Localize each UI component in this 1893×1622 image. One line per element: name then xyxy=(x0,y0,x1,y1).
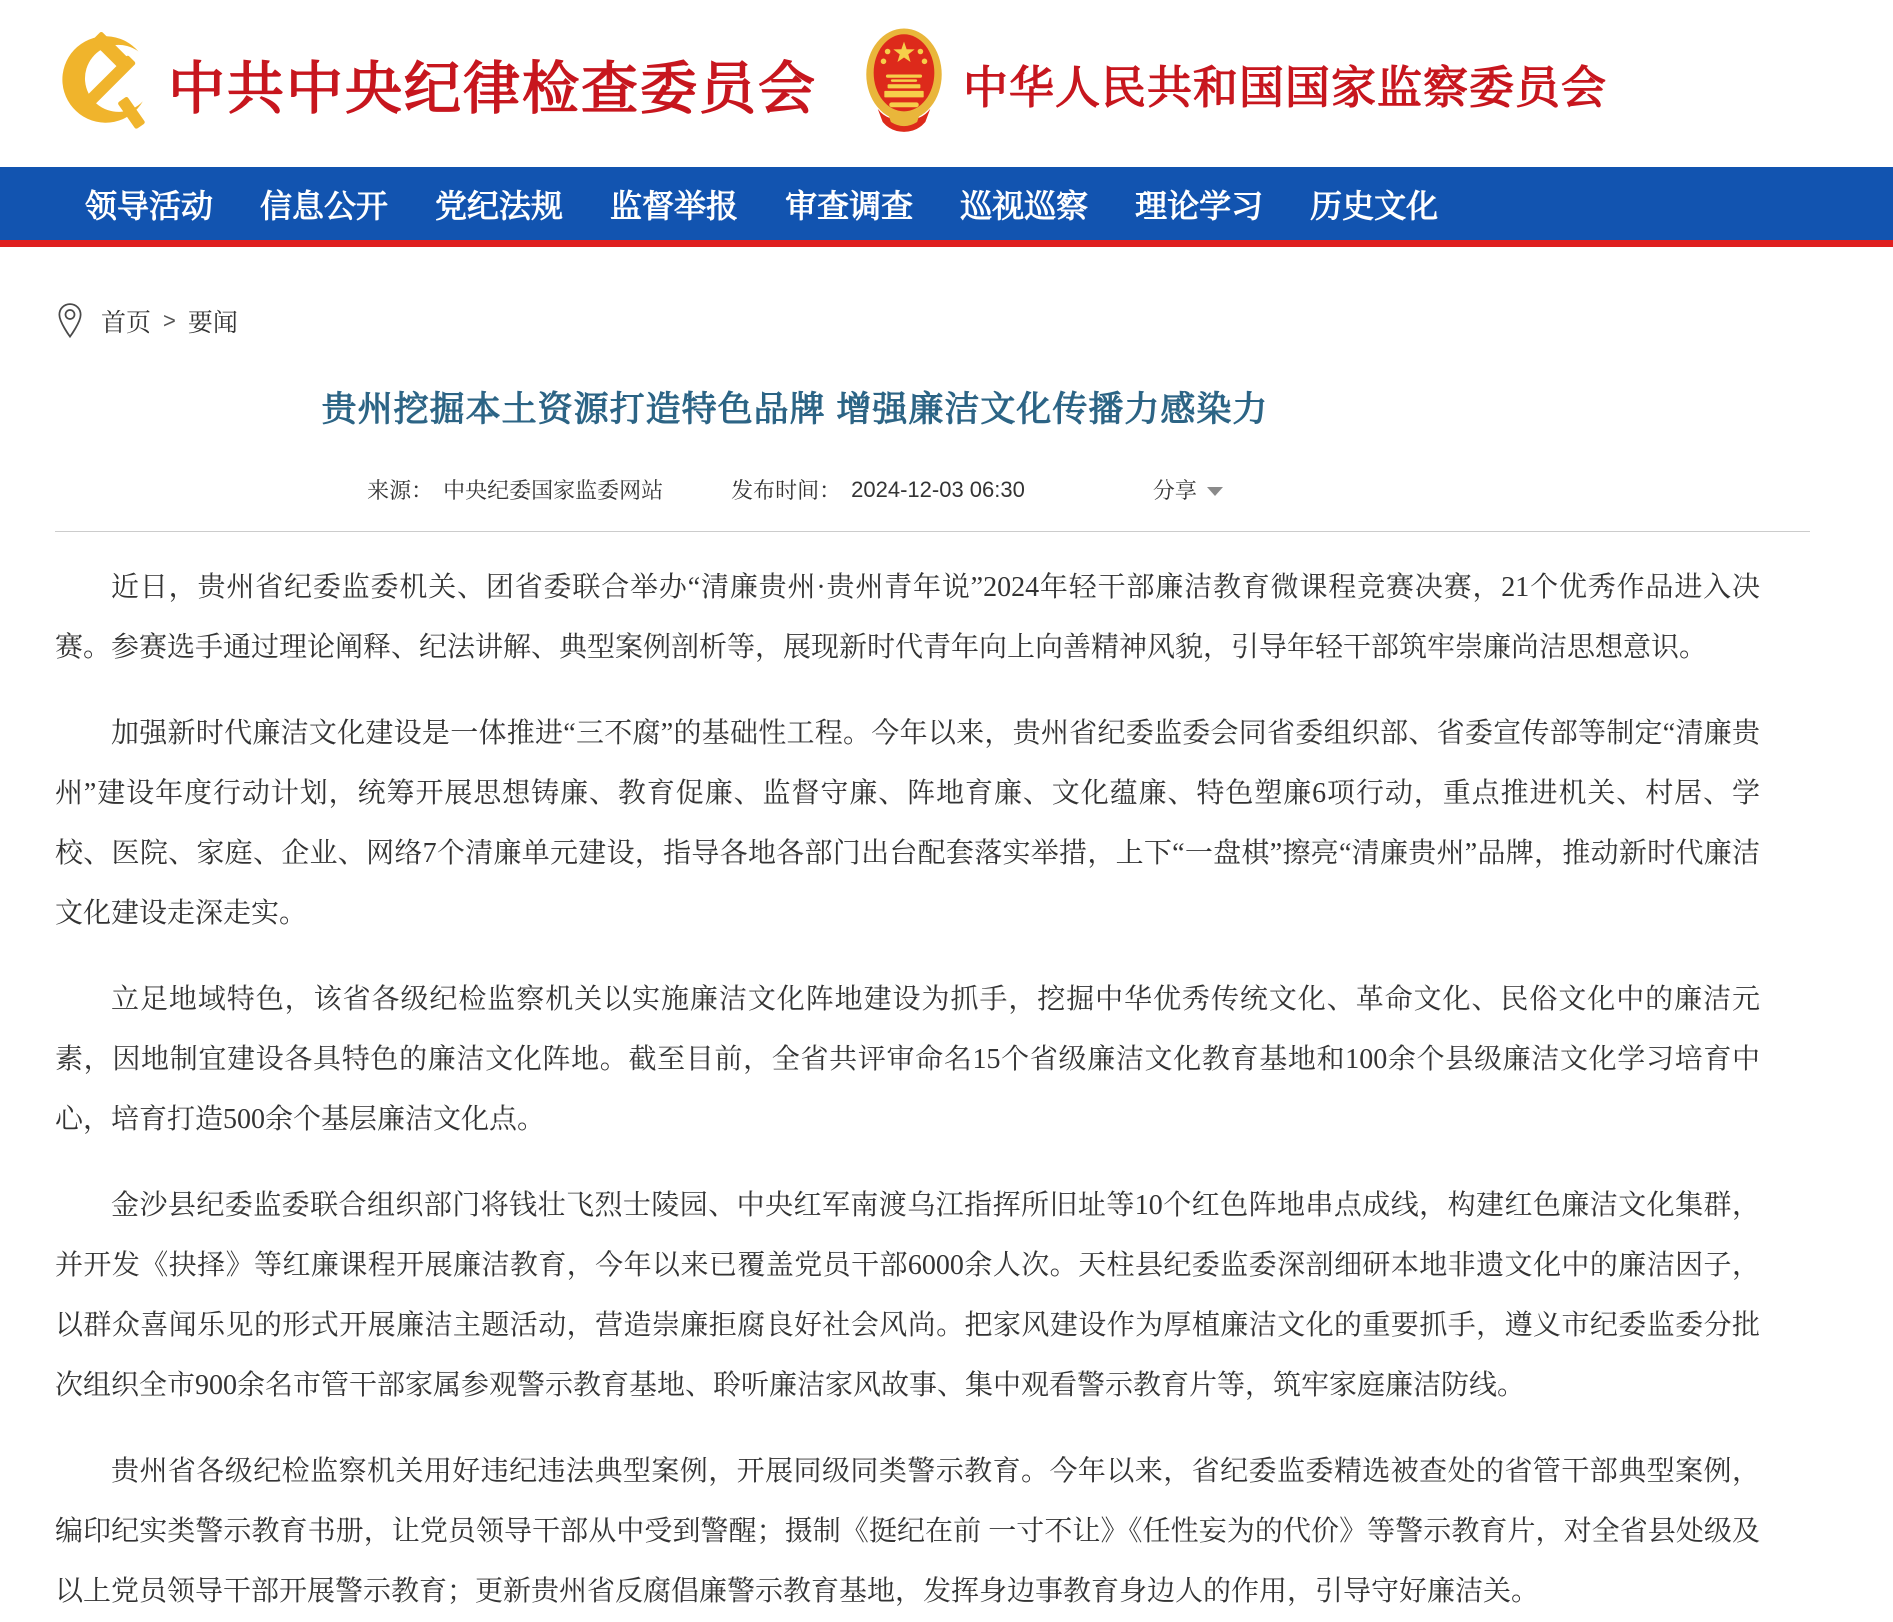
main-nav xyxy=(0,167,1893,240)
chevron-down-icon xyxy=(1207,487,1223,496)
party-emblem-icon xyxy=(50,28,158,140)
brand-nsc[interactable] xyxy=(863,23,1607,144)
breadcrumb-home-link[interactable]: 首页 xyxy=(101,309,152,337)
article-paragraph: 立足地域特色，该省各级纪检监察机关以实施廉洁文化阵地建设为抓手，挖掘中华优秀传统文化、革命文化、民俗文化中的廉洁元素，因地制宜建设各具特色的廉洁文化阵地。截至目前，全省共评审命名15个省级廉洁文化教育基地和100余个县级廉洁文化学习培育中心，培育打造500余个基层廉洁文化点。 xyxy=(55,984,1760,1135)
nav-item-theoretical-study[interactable]: 理论学习 xyxy=(1135,187,1264,224)
nav-item-leadership-activities[interactable]: 领导活动 xyxy=(85,187,214,224)
publish-time-value: 2024-12-03 06:30 xyxy=(851,476,1025,502)
source-label: 来源： xyxy=(367,478,434,503)
nav-item-review-investigation[interactable]: 审查调查 xyxy=(785,187,914,224)
share-button[interactable] xyxy=(1153,474,1223,505)
brand-title-nsc: 中华人民共和国国家监察委员会 xyxy=(963,63,1608,113)
share-label: 分享 xyxy=(1152,478,1197,503)
nav-item-party-discipline-regulations[interactable]: 党纪法规 xyxy=(435,187,564,224)
article-paragraph: 金沙县纪委监委联合组织部门将钱壮飞烈士陵园、中央红军南渡乌江指挥所旧址等10个红色阵地串点成线，构建红色廉洁文化集群，并开发《抉择》等红廉课程开展廉洁教育，今年以来已覆盖党员干部6000余人次。天柱县纪委监委深剖细研本地非遗文化中的廉洁因子，以群众喜闻乐见的形式开展廉洁主题活动，营造崇廉拒腐良好社会风尚。把家风建设作为厚植廉洁文化的重要抓手，遵义市纪委监委分批次组织全市900余名市管干部家属参观警示教育基地、聆听廉洁家风故事、集中观看警示教育片等，筑牢家庭廉洁防线。 xyxy=(55,1190,1760,1401)
national-emblem-icon xyxy=(863,23,945,144)
article-meta xyxy=(55,474,1535,505)
nav-red-stripe xyxy=(0,240,1893,247)
article-title: 贵州挖掘本土资源打造特色品牌 增强廉洁文化传播力感染力 xyxy=(321,390,1269,429)
article-paragraph: 贵州省各级纪检监察机关用好违纪违法典型案例，开展同级同类警示教育。今年以来，省纪委监委精选被查处的省管干部典型案例，编印纪实类警示教育书册，让党员领导干部从中受到警醒；摄制《挺纪在前 一寸不让》《任性妄为的代价》等警示教育片，对全省县处级及以上党员领导干部开展警示教育；更新贵州省反腐倡廉警示教育基地，发挥身边事教育身边人的作用，引导守好廉洁关。 xyxy=(55,1456,1760,1607)
nav-item-history-culture[interactable]: 历史文化 xyxy=(1310,187,1439,224)
article-paragraph: 近日，贵州省纪委监委机关、团省委联合举办“清廉贵州·贵州青年说”2024年轻干部廉洁教育微课程竞赛决赛，21个优秀作品进入决赛。参赛选手通过理论阐释、纪法讲解、典型案例剖析等，展现新时代青年向上向善精神风貌，引导年轻干部筑牢崇廉尚洁思想意识。 xyxy=(55,572,1760,663)
article-divider xyxy=(55,531,1810,532)
site-header xyxy=(0,0,1893,167)
article-head xyxy=(55,382,1535,505)
nav-item-supervision-reporting[interactable]: 监督举报 xyxy=(610,187,739,224)
breadcrumb-current-link[interactable]: 要闻 xyxy=(187,309,238,337)
article-body xyxy=(55,558,1760,1622)
breadcrumb-separator: > xyxy=(163,308,176,333)
nav-item-information-disclosure[interactable]: 信息公开 xyxy=(260,187,389,224)
article xyxy=(55,382,1810,1622)
source-value: 中央纪委国家监委网站 xyxy=(443,478,664,503)
nav-item-inspection-tours[interactable]: 巡视巡察 xyxy=(960,187,1089,224)
breadcrumb xyxy=(55,302,1893,340)
brand-title-ccdi: 中共中央纪律检查委员会 xyxy=(168,57,817,121)
location-pin-icon xyxy=(55,302,85,340)
publish-time-label: 发布时间： xyxy=(731,478,842,503)
article-paragraph: 加强新时代廉洁文化建设是一体推进“三不腐”的基础性工程。今年以来，贵州省纪委监委会同省委组织部、省委宣传部等制定“清廉贵州”建设年度行动计划，统筹开展思想铸廉、教育促廉、监督守廉、阵地育廉、文化蕴廉、特色塑廉6项行动，重点推进机关、村居、学校、医院、家庭、企业、网络7个清廉单元建设，指导各地各部门出台配套落实举措，上下“一盘棋”擦亮“清廉贵州”品牌，推动新时代廉洁文化建设走深走实。 xyxy=(55,718,1760,929)
brand-ccdi[interactable] xyxy=(50,28,817,140)
